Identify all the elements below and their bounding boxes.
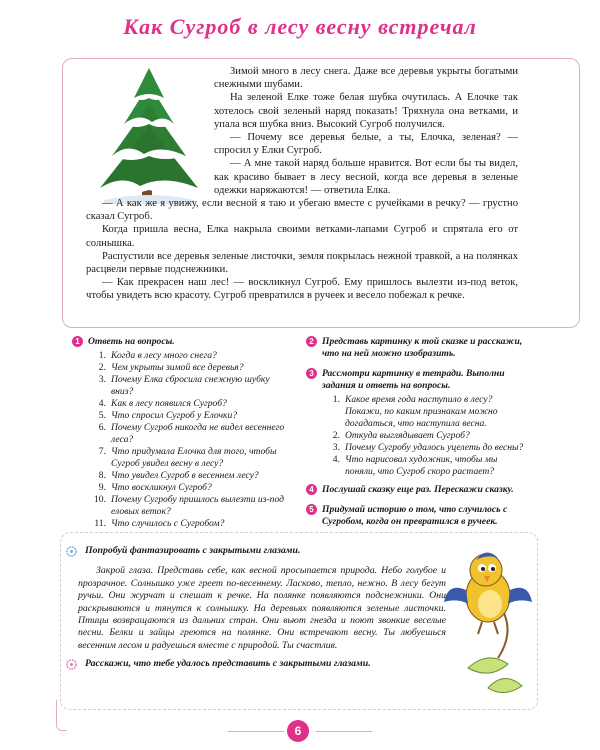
question-item [88, 398, 292, 410]
footer-line [316, 731, 372, 732]
question-text: Почему Сугробу пришлось вылезти из-под еловых веток? [111, 494, 284, 517]
question-number: 3. [332, 442, 340, 453]
task-number-badge: 1 [72, 336, 83, 347]
question-text: Откуда выглядывает Сугроб? [345, 430, 470, 441]
question-text: Как в лесу появился Сугроб? [111, 398, 227, 409]
task-1-questions [88, 350, 292, 530]
question-text: Что придумала Елочка для того, чтобы Сугроб увидел весну в лесу? [111, 446, 277, 469]
bird-illustration [438, 538, 534, 698]
question-text: Что увидел Сугроб в весеннем лесу? [111, 470, 259, 481]
story-paragraph: — Как прекрасен наш лес! — воскликнул Сугроб. Ему пришлось вылезти из-под веток, чтобы увидеть всю красоту. Сугроб превратился в ручеек и весело побежал к речке. [86, 277, 518, 302]
task-number-badge: 5 [306, 504, 317, 515]
task-1-block [72, 336, 292, 530]
task-2-text: Представь картинку к той сказке и расскажи, что на ней можно изобразить. [322, 336, 523, 359]
question-item [88, 470, 292, 482]
task-3-text: Рассмотри картинку в тетради. Выполни задания и ответь на вопросы. [322, 368, 505, 391]
task-4-heading [306, 484, 528, 496]
task-3-questions [322, 394, 528, 478]
flower-bullet-icon [66, 659, 77, 670]
question-text: Когда в лесу много снега? [111, 350, 217, 361]
question-text: Что спросил Сугроб у Елочки? [111, 410, 238, 421]
question-number: 8. [98, 470, 106, 481]
story-paragraph: Распустили все деревья зеленые листочки, земля покрылась нежной травкой, а на полянках расцвели первые подснежники. [86, 250, 518, 276]
question-number: 4. [332, 454, 340, 465]
story-paragraph: На зеленой Елке тоже белая шубка очутилась. А Елочке так хотелось свой зеленый наряд показать! Тряхнула она ветками, и упала вся шубка вниз. Высокий Сугроб получился. [214, 92, 518, 130]
story-paragraph: Когда пришла весна, Елка накрыла своими ветками-лапами Сугроб и спрятала его от солнышка. [86, 224, 518, 249]
fantasy-block [66, 545, 446, 671]
question-item [88, 374, 292, 398]
task-2-heading [306, 336, 528, 360]
question-text: Что случилось с Сугробом? [111, 518, 225, 529]
question-text: Какое время года наступило в лесу? Покажи, по каким признакам можно догадаться, что наступила весна. [345, 394, 498, 429]
task-5-text: Придумай историю о том, что случилось с Сугробом, когда он превратился в ручеек. [322, 504, 508, 527]
question-text: Почему Елка сбросила снежную шубку вниз? [111, 374, 270, 397]
question-item [88, 422, 292, 446]
question-item [88, 518, 292, 530]
question-text: Что нарисовал художник, чтобы мы поняли, что Сугроб скоро растает? [345, 454, 498, 477]
frame-corner [56, 700, 67, 731]
question-item [88, 350, 292, 362]
fantasy-paragraph: Закрой глаза. Представь себе, как весной просыпается природа. Небо голубое и прозрачное. Солнышко уже греет по-весеннему. Ласково, тепло, нежно. В лесу бегут ручьи. Они журчат и спешат к речке. На полянке появляются подснежники. Они раскрываются и тянутся к солнышку. На деревьях появляются зеленые листочки. Птицы возвращаются из дальних стран. Они вьют гнезда и поют звонкие веселые песни. Белки и зайцы греются на полянке. Они встречают весну. Ты любуешься весенним лесом и радуешься вместе с природой. Ты счастлив. [78, 565, 446, 651]
task-3-heading [306, 368, 528, 392]
question-number: 2. [98, 362, 106, 373]
page-number: 6 [287, 720, 309, 742]
footer-line [228, 731, 284, 732]
story-paragraph: — А как же я увижу, если весной я таю и убегаю вместе с ручейками в речку? — грустно сказал Сугроб. [86, 198, 518, 223]
story-text [86, 65, 518, 303]
question-item [88, 446, 292, 470]
question-item [88, 482, 292, 494]
question-text: Что воскликнул Сугроб? [111, 482, 212, 493]
question-number: 11. [94, 518, 106, 529]
flower-bullet-icon [66, 546, 77, 557]
task-number-badge: 4 [306, 484, 317, 495]
question-item [88, 494, 292, 518]
page-title: Как Сугроб в лесу весну встречал [123, 14, 477, 39]
question-item [322, 454, 528, 478]
story-paragraph: — А мне такой наряд больше нравится. Вот если бы ты видел, как красиво бывает в лесу весной, когда все деревья в зеленые одежки наряжаются! — ответила Елка. [214, 158, 518, 196]
question-number: 3. [98, 374, 106, 385]
question-item [322, 442, 528, 454]
task-number-badge: 2 [306, 336, 317, 347]
question-number: 9. [98, 482, 106, 493]
question-item [322, 430, 528, 442]
task-1-heading [72, 336, 292, 348]
fantasy-closing [66, 658, 446, 670]
question-number: 1. [98, 350, 106, 361]
question-item [88, 362, 292, 374]
fantasy-heading [66, 545, 446, 557]
question-text: Чем укрыты зимой все деревья? [111, 362, 244, 373]
question-item [88, 410, 292, 422]
fantasy-heading-text: Попробуй фантазировать с закрытыми глазами. [85, 545, 301, 556]
story-paragraph: — Почему все деревья белые, а ты, Елочка, зеленая? — спросил у Елки Сугроб. [214, 132, 518, 157]
task-1-text: Ответь на вопросы. [88, 336, 175, 347]
question-number: 5. [98, 410, 106, 421]
question-number: 4. [98, 398, 106, 409]
tasks-right-column [306, 336, 528, 530]
question-number: 10. [94, 494, 106, 505]
task-number-badge: 3 [306, 368, 317, 379]
question-number: 6. [98, 422, 106, 433]
task-5-heading [306, 504, 528, 528]
fantasy-closing-text: Расскажи, что тебе удалось представить с закрытыми глазами. [85, 658, 371, 670]
story-paragraph: Зимой много в лесу снега. Даже все деревья укрыты богатыми снежными шубами. [214, 66, 518, 91]
question-text: Почему Сугроб никогда не видел весеннего леса? [111, 422, 285, 445]
question-item [322, 394, 528, 430]
question-number: 7. [98, 446, 106, 457]
task-4-text: Послушай сказку еще раз. Перескажи сказку. [322, 484, 514, 495]
question-number: 2. [332, 430, 340, 441]
question-text: Почему Сугробу удалось уцелеть до весны? [345, 442, 524, 453]
question-number: 1. [332, 394, 340, 405]
